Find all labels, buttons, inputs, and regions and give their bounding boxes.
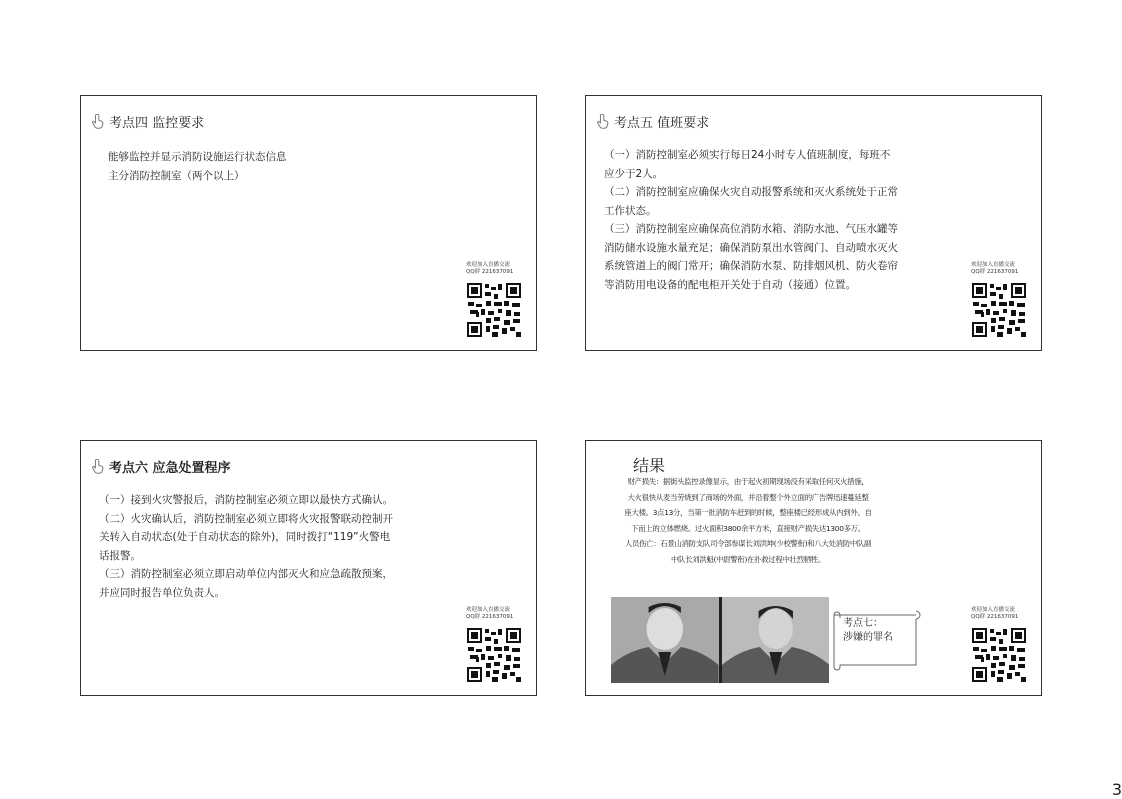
qr-group-number: QQ群 221637091 bbox=[466, 269, 514, 275]
slide-monitoring-requirements bbox=[80, 95, 537, 351]
slide-duty-requirements bbox=[585, 95, 1042, 351]
qr-code-icon bbox=[466, 282, 522, 338]
body-line: 主分消防控制室（两个以上） bbox=[108, 169, 245, 182]
body-line: 座大楼。3点13分，当第一批消防车赶到的时候，整座楼已经形成从内到外、自 bbox=[624, 508, 872, 517]
qr-code-icon bbox=[466, 627, 522, 683]
body-line: 能够监控并显示消防设施运行状态信息 bbox=[108, 151, 287, 163]
hand-pointer-icon bbox=[596, 114, 610, 130]
callout-scroll bbox=[829, 609, 921, 671]
slide-body bbox=[99, 491, 394, 602]
slide-title bbox=[596, 112, 709, 131]
page-number: 3 bbox=[1111, 780, 1122, 799]
slide-body bbox=[604, 146, 899, 294]
qr-group-number: QQ群 221637091 bbox=[971, 614, 1019, 620]
qr-caption: 欢迎加入直播交流 bbox=[466, 607, 511, 613]
slide-title: 结果 bbox=[633, 456, 666, 475]
callout-line: 考点七： bbox=[843, 618, 883, 629]
qr-code-icon bbox=[971, 627, 1027, 683]
qr-block bbox=[466, 262, 526, 338]
qr-caption: 欢迎加入直播交流 bbox=[971, 262, 1016, 268]
slide-title-text: 考点四 监控要求 bbox=[109, 116, 205, 131]
qr-code-icon bbox=[971, 282, 1027, 338]
callout-text bbox=[843, 617, 893, 645]
slide-title-text: 考点五 值班要求 bbox=[614, 116, 710, 131]
slide-title-text: 考点六 应急处置程序 bbox=[109, 461, 231, 476]
qr-block bbox=[971, 607, 1031, 683]
body-line: 中队长刘洪魁(中尉警衔)在扑救过程中壮烈牺牲。 bbox=[670, 554, 826, 564]
portrait-photo bbox=[719, 597, 830, 683]
callout-line: 涉嫌的罪名 bbox=[843, 632, 893, 643]
qr-group-number: QQ群 221637091 bbox=[971, 269, 1019, 275]
qr-caption: 欢迎加入直播交流 bbox=[971, 607, 1016, 613]
body-paragraph: （一）消防控制室必须实行每日24小时专人值班制度，每班不应少于2人。 bbox=[604, 149, 891, 180]
body-line: 下而上的立体燃烧。过火面积3800余平方米，直接财产损失达1300多万。 bbox=[631, 523, 865, 533]
body-paragraph: （三）消防控制室必须立即启动单位内部灭火和应急疏散预案，并应同时报告单位负责人。 bbox=[99, 568, 393, 599]
hand-pointer-icon bbox=[91, 114, 105, 130]
body-paragraph: （一）接到火灾警报后，消防控制室必须立即以最快方式确认。 bbox=[99, 494, 393, 506]
slide-body bbox=[598, 474, 898, 567]
slide-result bbox=[585, 440, 1042, 696]
qr-caption: 欢迎加入直播交流 bbox=[466, 262, 511, 268]
qr-group-number: QQ群 221637091 bbox=[466, 614, 514, 620]
body-line: 财产损失：据街头监控录像显示，由于起火初期现场没有采取任何灭火措施， bbox=[627, 477, 869, 486]
slide-title bbox=[91, 457, 231, 476]
slide-body bbox=[108, 148, 287, 185]
body-paragraph: （二）火灾确认后，消防控制室必须立即将火灾报警联动控制开关转入自动状态(处于自动状态的除外)，同时拨打“119”火警电话报警。 bbox=[99, 512, 393, 562]
body-paragraph: （二）消防控制室应确保火灾自动报警系统和灭火系统处于正常工作状态。 bbox=[604, 186, 898, 217]
qr-block bbox=[466, 607, 526, 683]
portrait-photos bbox=[611, 597, 829, 683]
qr-block bbox=[971, 262, 1031, 338]
portrait-photo bbox=[611, 597, 719, 683]
slide-emergency-procedure bbox=[80, 440, 537, 696]
hand-pointer-icon bbox=[91, 459, 105, 475]
body-line: 人员伤亡：石景山消防支队司令部参谋长刘洪坤(少校警衔)和八大处消防中队副 bbox=[624, 539, 872, 548]
body-paragraph: （三）消防控制室应确保高位消防水箱、消防水池、气压水罐等消防储水设施水量充足；确保消防泵出水管阀门、自动喷水灭火系统管道上的阀门常开；确保消防水泵、防排烟风机、防火卷帘等消防用电设备的配电柜开关处于自动（接通）位置。 bbox=[604, 223, 898, 291]
slide-title bbox=[91, 112, 204, 131]
body-line: 大火很快从麦当劳烧到了商场的外面，并沿着整个外立面的广告牌迅速蔓延整 bbox=[627, 492, 869, 502]
